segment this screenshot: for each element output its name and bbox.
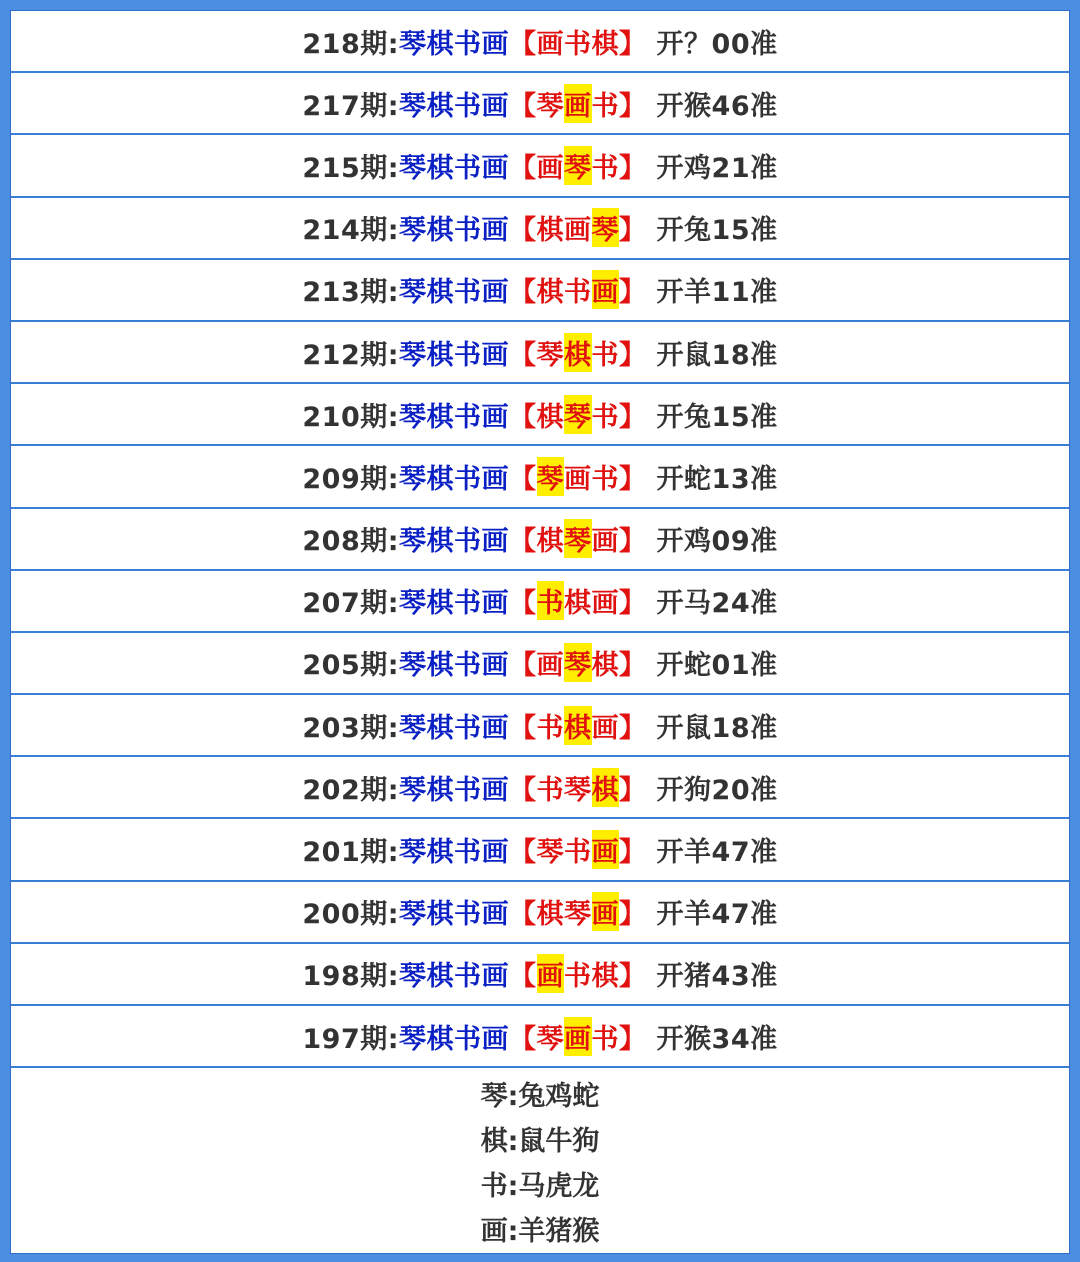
period-label: 217期: (302, 90, 400, 122)
result-label: 开猪43准 (656, 961, 778, 993)
pick-highlighted: 棋 (564, 333, 592, 372)
bracket-open: 【 (509, 463, 537, 495)
rows-container (11, 11, 1069, 1068)
pick-highlighted: 画 (537, 954, 565, 993)
table-row (11, 135, 1069, 197)
pick: 书 (536, 712, 565, 744)
pick-highlighted: 棋 (592, 768, 620, 807)
result-label: 开羊47准 (656, 899, 778, 931)
legend-line-hua: 画:羊猪猴 (480, 1216, 600, 1247)
pick-highlighted: 画 (592, 830, 620, 869)
item-text: 琴棋书画 (399, 90, 510, 122)
pick: 琴 (564, 774, 592, 806)
table-row (11, 260, 1069, 322)
item-text: 琴棋书画 (399, 152, 510, 184)
bracket-open: 【 (509, 339, 537, 371)
item-text: 琴棋书画 (399, 774, 510, 806)
pick-highlighted: 画 (592, 892, 620, 931)
result-label: 开马24准 (656, 588, 778, 620)
bracket-close: 】 (619, 837, 647, 869)
table-row (11, 11, 1069, 73)
period-label: 202期: (302, 774, 400, 806)
period-label: 212期: (302, 339, 400, 371)
pick: 书 (591, 463, 620, 495)
bracket-close: 】 (619, 588, 647, 620)
pick: 棋 (591, 650, 620, 682)
item-text: 琴棋书画 (399, 1023, 510, 1055)
result-label: 开狗20准 (656, 774, 778, 806)
pick: 画 (591, 526, 620, 558)
result-label: 开鸡21准 (656, 152, 778, 184)
bracket-close: 】 (619, 28, 647, 60)
pick: 画 (591, 712, 620, 744)
period-label: 205期: (302, 650, 400, 682)
table-row (11, 322, 1069, 384)
pick-highlighted: 琴 (564, 395, 592, 434)
pick: 棋 (536, 215, 565, 247)
period-label: 210期: (302, 401, 400, 433)
item-text: 琴棋书画 (399, 650, 510, 682)
period-label: 213期: (302, 277, 400, 309)
pick: 书 (564, 961, 592, 993)
bracket-close: 】 (619, 90, 647, 122)
period-label: 207期: (302, 588, 400, 620)
table-row (11, 633, 1069, 695)
bracket-close: 】 (619, 339, 647, 371)
result-label: 开羊11准 (656, 277, 778, 309)
bracket-open: 【 (509, 277, 537, 309)
item-text: 琴棋书画 (399, 28, 510, 60)
pick-highlighted: 棋 (564, 706, 592, 745)
result-label: 开蛇13准 (656, 463, 778, 495)
period-label: 200期: (302, 899, 400, 931)
pick: 书 (564, 28, 592, 60)
result-label: 开兔15准 (656, 401, 778, 433)
legend-line-qin: 琴:兔鸡蛇 (480, 1081, 600, 1112)
bracket-open: 【 (509, 650, 537, 682)
bracket-close: 】 (619, 401, 647, 433)
table-row (11, 819, 1069, 881)
pick: 棋 (591, 961, 620, 993)
bracket-open: 【 (509, 28, 537, 60)
result-label: 开？00准 (656, 28, 778, 60)
table-row (11, 571, 1069, 633)
pick-highlighted: 画 (564, 84, 592, 123)
pick-highlighted: 琴 (564, 519, 592, 558)
pick: 书 (591, 339, 620, 371)
bracket-open: 【 (509, 526, 537, 558)
item-text: 琴棋书画 (399, 837, 510, 869)
period-label: 215期: (302, 152, 400, 184)
pick: 棋 (536, 899, 565, 931)
pick: 琴 (536, 837, 565, 869)
pick: 书 (564, 837, 592, 869)
table-row (11, 882, 1069, 944)
result-label: 开羊47准 (656, 837, 778, 869)
pick: 书 (564, 277, 592, 309)
bracket-close: 】 (619, 215, 647, 247)
pick: 画 (564, 463, 592, 495)
period-label: 214期: (302, 215, 400, 247)
bracket-open: 【 (509, 774, 537, 806)
item-text: 琴棋书画 (399, 961, 510, 993)
bracket-open: 【 (509, 401, 537, 433)
bracket-open: 【 (509, 588, 537, 620)
pick-highlighted: 琴 (564, 643, 592, 682)
pick: 琴 (536, 1023, 565, 1055)
bracket-close: 】 (619, 650, 647, 682)
bracket-close: 】 (619, 774, 647, 806)
table-row (11, 73, 1069, 135)
bracket-close: 】 (619, 712, 647, 744)
pick: 书 (591, 1023, 620, 1055)
bracket-open: 【 (509, 899, 537, 931)
pick: 画 (536, 152, 565, 184)
pick: 书 (591, 90, 620, 122)
pick: 棋 (564, 588, 592, 620)
pick: 棋 (591, 28, 620, 60)
bracket-close: 】 (619, 463, 647, 495)
table-row (11, 1006, 1069, 1068)
bracket-open: 【 (509, 215, 537, 247)
table-row (11, 944, 1069, 1006)
pick: 琴 (536, 90, 565, 122)
bracket-close: 】 (619, 277, 647, 309)
period-label: 203期: (302, 712, 400, 744)
pick: 书 (591, 401, 620, 433)
table-row (11, 757, 1069, 819)
prediction-table (10, 10, 1070, 1254)
period-label: 208期: (302, 526, 400, 558)
bracket-open: 【 (509, 712, 537, 744)
legend (11, 1074, 1069, 1254)
table-row (11, 695, 1069, 757)
bracket-open: 【 (509, 152, 537, 184)
pick-highlighted: 画 (564, 1017, 592, 1056)
item-text: 琴棋书画 (399, 215, 510, 247)
pick: 画 (564, 215, 592, 247)
item-text: 琴棋书画 (399, 401, 510, 433)
pick: 画 (536, 650, 565, 682)
pick: 琴 (564, 899, 592, 931)
bracket-open: 【 (509, 90, 537, 122)
period-label: 201期: (302, 837, 400, 869)
bracket-open: 【 (509, 837, 537, 869)
bracket-close: 】 (619, 526, 647, 558)
bracket-open: 【 (509, 961, 537, 993)
bracket-close: 】 (619, 899, 647, 931)
pick: 画 (536, 28, 565, 60)
legend-line-qi: 棋:鼠牛狗 (480, 1126, 600, 1157)
pick: 书 (591, 152, 620, 184)
bracket-open: 【 (509, 1023, 537, 1055)
pick-highlighted: 琴 (564, 146, 592, 185)
bracket-close: 】 (619, 961, 647, 993)
pick: 棋 (536, 526, 565, 558)
pick: 棋 (536, 401, 565, 433)
result-label: 开猴46准 (656, 90, 778, 122)
bracket-close: 】 (619, 152, 647, 184)
pick-highlighted: 画 (592, 270, 620, 309)
item-text: 琴棋书画 (399, 712, 510, 744)
item-text: 琴棋书画 (399, 463, 510, 495)
item-text: 琴棋书画 (399, 588, 510, 620)
period-label: 209期: (302, 463, 400, 495)
result-label: 开鸡09准 (656, 526, 778, 558)
result-label: 开鼠18准 (656, 339, 778, 371)
pick: 棋 (536, 277, 565, 309)
period-label: 218期: (302, 28, 400, 60)
result-label: 开兔15准 (656, 215, 778, 247)
period-label: 198期: (302, 961, 400, 993)
pick: 书 (536, 774, 565, 806)
table-row (11, 384, 1069, 446)
pick-highlighted: 琴 (592, 208, 620, 247)
bracket-close: 】 (619, 1023, 647, 1055)
pick: 画 (591, 588, 620, 620)
result-label: 开鼠18准 (656, 712, 778, 744)
pick-highlighted: 琴 (537, 457, 565, 496)
table-row (11, 198, 1069, 260)
result-label: 开猴34准 (656, 1023, 778, 1055)
item-text: 琴棋书画 (399, 899, 510, 931)
table-row (11, 509, 1069, 571)
result-label: 开蛇01准 (656, 650, 778, 682)
pick-highlighted: 书 (537, 581, 565, 620)
item-text: 琴棋书画 (399, 526, 510, 558)
period-label: 197期: (302, 1023, 400, 1055)
legend-line-shu: 书:马虎龙 (480, 1171, 600, 1202)
pick: 琴 (536, 339, 565, 371)
item-text: 琴棋书画 (399, 339, 510, 371)
item-text: 琴棋书画 (399, 277, 510, 309)
table-row (11, 446, 1069, 508)
